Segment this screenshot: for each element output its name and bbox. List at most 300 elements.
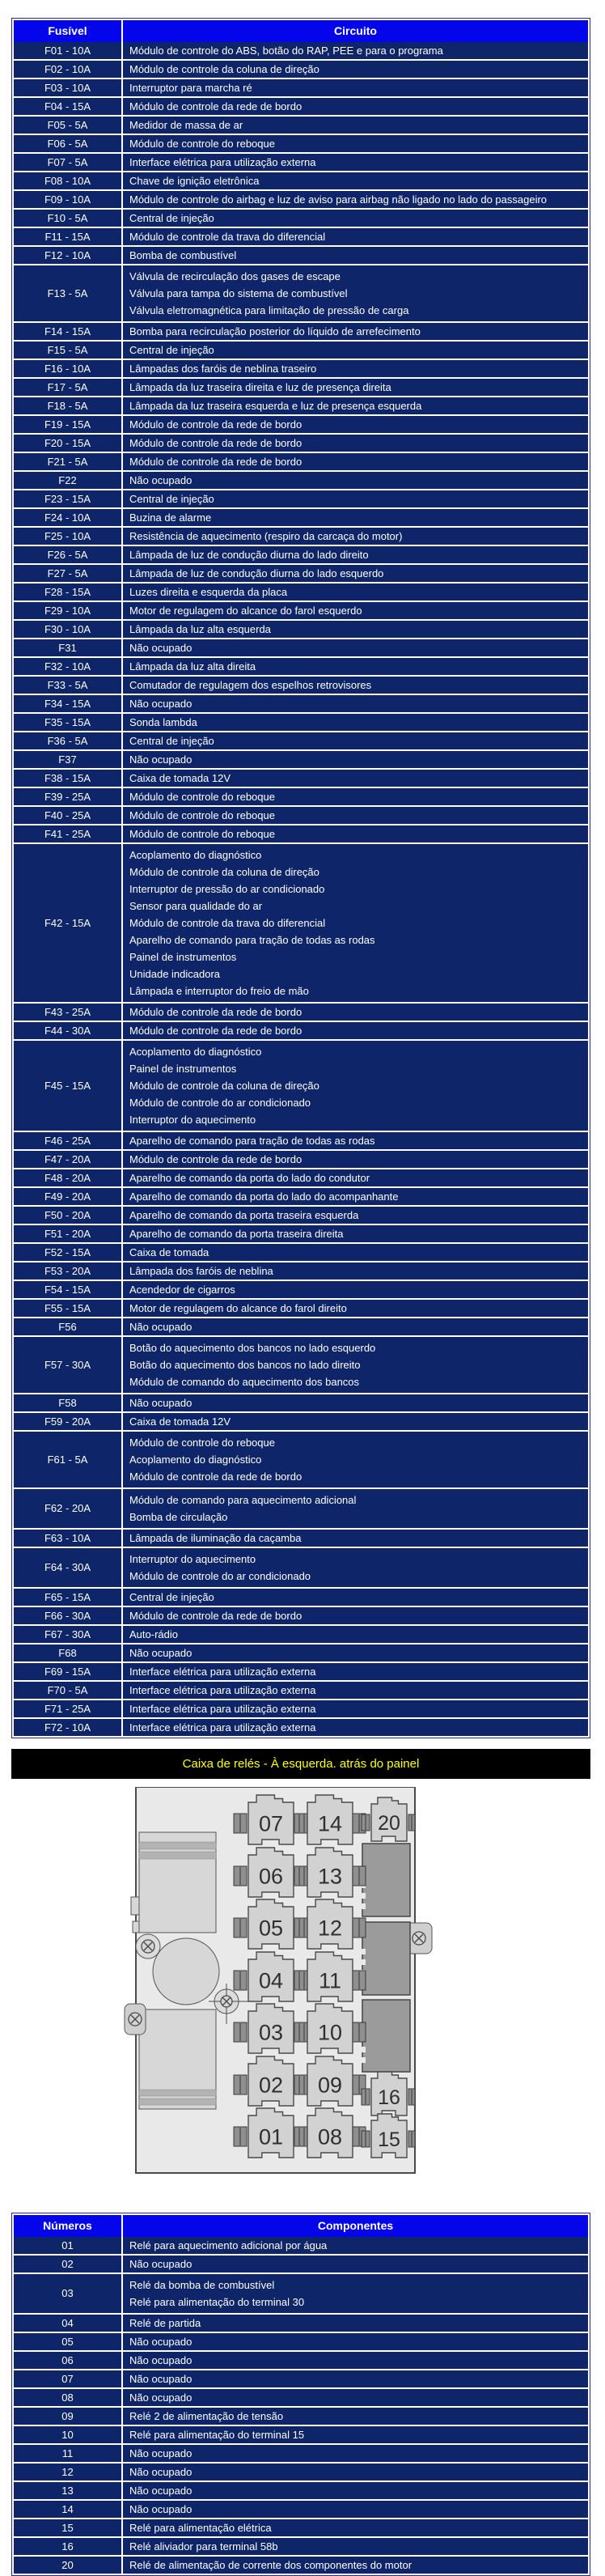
- fuse-id: F27 - 5A: [14, 565, 121, 582]
- fuse-row: [14, 79, 588, 96]
- fuse-row: [14, 247, 588, 264]
- relay-id: 13: [14, 2482, 121, 2499]
- relay-description: [123, 2426, 588, 2443]
- fuse-description-line: Bomba de combustível: [129, 249, 237, 261]
- fuse-row: [14, 770, 588, 787]
- fuse-id: F24 - 10A: [14, 509, 121, 526]
- fuse-description-line: Caixa de tomada 12V: [129, 1415, 231, 1428]
- relay-slot-11: [307, 1952, 353, 2001]
- fuse-description-line: Aparelho de comando da porta traseira esquerda: [129, 1209, 359, 1221]
- screw-icon: [142, 1940, 154, 1953]
- fuse-description: [123, 135, 588, 152]
- fuse-id: F42 - 15A: [14, 844, 121, 1002]
- fuse-row: [14, 658, 588, 675]
- fuse-id: F56: [14, 1318, 121, 1335]
- fuse-id: F44 - 30A: [14, 1022, 121, 1039]
- relay-slot-06: [248, 1848, 294, 1897]
- fuse-description-line: Não ocupado: [129, 474, 192, 486]
- fuse-row: [14, 1022, 588, 1039]
- fuse-row: [14, 61, 588, 78]
- fuse-id: F49 - 20A: [14, 1188, 121, 1205]
- fuse-description: [123, 228, 588, 245]
- relay-slot-10: [307, 2004, 353, 2053]
- relay-id: 12: [14, 2464, 121, 2481]
- relay-slot-09: [307, 2056, 353, 2106]
- fuse-description-line: Medidor de massa de ar: [129, 119, 243, 131]
- svg-text:08: 08: [317, 2124, 343, 2149]
- relay-description: [123, 2501, 588, 2518]
- fuse-description: [123, 602, 588, 619]
- fuse-id: F69 - 15A: [14, 1663, 121, 1680]
- fuse-description: [123, 1432, 588, 1487]
- fuse-description-line: Módulo de controle do reboque: [129, 828, 275, 840]
- relay-description: [123, 2315, 588, 2332]
- fuse-description-line: Módulo de controle do ar condicionado: [129, 1570, 311, 1582]
- fuse-description-line: Central de injeção: [129, 493, 214, 505]
- fuse-description: [123, 788, 588, 805]
- relay-id: 15: [14, 2519, 121, 2536]
- fuse-description: [123, 528, 588, 545]
- relay-row: [14, 2557, 588, 2574]
- fuse-row: [14, 695, 588, 712]
- fuse-id: F47 - 20A: [14, 1151, 121, 1168]
- fuse-description-line: Módulo de controle da rede de bordo: [129, 100, 302, 112]
- svg-text:02: 02: [258, 2073, 284, 2098]
- relay-slot-03: [248, 2004, 294, 2053]
- relay-row: [14, 2333, 588, 2350]
- fuse-id: F55 - 15A: [14, 1300, 121, 1317]
- svg-text:07: 07: [258, 1811, 284, 1836]
- fuse-row: [14, 1663, 588, 1680]
- fuse-description: [123, 342, 588, 359]
- fuse-row: [14, 732, 588, 749]
- relay-slot-16: [371, 2072, 407, 2116]
- fuse-description-line: Aparelho de comando para tração de todas as rodas: [129, 934, 375, 946]
- fuse-id: F68: [14, 1644, 121, 1661]
- relay-id: 06: [14, 2352, 121, 2369]
- fuse-description: [123, 453, 588, 470]
- fuse-row: [14, 1004, 588, 1021]
- fuse-description-line: Central de injeção: [129, 344, 214, 356]
- fuse-id: F38 - 15A: [14, 770, 121, 787]
- relay-id: 16: [14, 2538, 121, 2555]
- relay-table: [11, 2213, 590, 2576]
- fuse-description: [123, 247, 588, 264]
- relay-slot-05: [248, 1899, 294, 1949]
- fuse-row: [14, 42, 588, 59]
- relay-table-body: [14, 2237, 588, 2574]
- relay-row: [14, 2389, 588, 2406]
- fuse-description: [123, 117, 588, 134]
- fuse-description: [123, 1644, 588, 1661]
- fuse-id: F53 - 20A: [14, 1263, 121, 1280]
- fuse-description: [123, 379, 588, 396]
- relay-box-banner: [11, 1749, 590, 1779]
- fuse-description: [123, 210, 588, 227]
- fuse-row: [14, 1151, 588, 1168]
- fuse-id: F16 - 10A: [14, 360, 121, 377]
- fuse-row: [14, 825, 588, 842]
- fuse-id: F43 - 25A: [14, 1004, 121, 1021]
- fuse-row: [14, 117, 588, 134]
- svg-text:15: 15: [378, 2128, 400, 2151]
- relay-row: [14, 2370, 588, 2387]
- fuse-id: F17 - 5A: [14, 379, 121, 396]
- fuse-description-line: Resistência de aquecimento (respiro da carcaça do motor): [129, 530, 403, 542]
- screw-icon: [412, 1932, 425, 1945]
- relay-description: [123, 2519, 588, 2536]
- relay-description-line: Relé de partida: [129, 2317, 201, 2329]
- relay-row: [14, 2445, 588, 2462]
- relay-description-line: Relé 2 de alimentação de tensão: [129, 2410, 284, 2422]
- relay-box-banner-title: Caixa de relés - À esquerda. atrás do painel: [182, 1757, 420, 1771]
- fuse-id: F30 - 10A: [14, 621, 121, 638]
- fuse-description-line: Módulo de controle da rede de bordo: [129, 1610, 302, 1622]
- fuse-description: [123, 191, 588, 208]
- fuse-description-line: Central de injeção: [129, 1591, 214, 1603]
- fuse-id: F67 - 30A: [14, 1626, 121, 1643]
- fuse-description: [123, 1022, 588, 1039]
- fuse-description-line: Não ocupado: [129, 1321, 192, 1333]
- fuse-row: [14, 265, 588, 321]
- fuse-description: [123, 1530, 588, 1547]
- fuse-description-line: Painel de instrumentos: [129, 951, 237, 963]
- relay-description-line: Não ocupado: [129, 2503, 192, 2515]
- fuse-row: [14, 1300, 588, 1317]
- fuse-description-line: Módulo de controle do reboque: [129, 138, 275, 150]
- fuse-id: F02 - 10A: [14, 61, 121, 78]
- relay-description: [123, 2538, 588, 2555]
- fuse-description-line: Módulo de controle da rede de bordo: [129, 1470, 302, 1483]
- fuse-description-line: Lâmpada da luz alta direita: [129, 660, 256, 673]
- fuse-table-header: [14, 20, 588, 42]
- fuse-description: [123, 1263, 588, 1280]
- relay-description-line: Não ocupado: [129, 2258, 192, 2270]
- fuse-description: [123, 1188, 588, 1205]
- fuse-row: [14, 135, 588, 152]
- fuse-description-line: Módulo de comando para aquecimento adicional: [129, 1494, 357, 1506]
- fuse-description: [123, 1682, 588, 1699]
- fuse-description: [123, 1663, 588, 1680]
- fuse-row: [14, 1244, 588, 1261]
- fuse-description-line: Interruptor do aquecimento: [129, 1553, 256, 1565]
- fuse-row: [14, 1489, 588, 1528]
- relay-row: [14, 2274, 588, 2313]
- fuse-id: F07 - 5A: [14, 154, 121, 171]
- fuse-description: [123, 1169, 588, 1186]
- fuse-description-line: Buzina de alarme: [129, 511, 212, 524]
- relay-description: [123, 2370, 588, 2387]
- fuse-description-line: Interface elétrica para utilização externa: [129, 1721, 316, 1734]
- relay-row: [14, 2352, 588, 2369]
- relay-row: [14, 2237, 588, 2254]
- fuse-description: [123, 172, 588, 189]
- relay-slot-07: [248, 1795, 294, 1844]
- fuse-description-line: Acoplamento do diagnóstico: [129, 1454, 262, 1466]
- fuse-id: F14 - 15A: [14, 323, 121, 340]
- fuse-row: [14, 714, 588, 731]
- relay-row: [14, 2501, 588, 2518]
- relay-id: 03: [14, 2274, 121, 2313]
- relay-description: [123, 2333, 588, 2350]
- fuse-description-line: Aparelho de comando para tração de todas as rodas: [129, 1135, 375, 1147]
- fuse-description-line: Interruptor do aquecimento: [129, 1114, 256, 1126]
- relay-description-line: Relé para alimentação do terminal 30: [129, 2296, 305, 2308]
- relay-slot-20: [371, 1797, 407, 1841]
- fuse-description-line: Bomba de circulação: [129, 1511, 228, 1523]
- fuse-description-line: Módulo de comando do aquecimento dos bancos: [129, 1376, 360, 1388]
- fuse-id: F29 - 10A: [14, 602, 121, 619]
- fuse-description: [123, 1207, 588, 1224]
- fuse-description-line: Módulo de controle do reboque: [129, 1437, 275, 1449]
- fuse-description: [123, 770, 588, 787]
- fuse-description-line: Lâmpada de luz de condução diurna do lado esquerdo: [129, 567, 384, 579]
- fuse-row: [14, 172, 588, 189]
- fuse-id: F36 - 5A: [14, 732, 121, 749]
- svg-text:13: 13: [317, 1864, 343, 1889]
- fuse-id: F46 - 25A: [14, 1132, 121, 1149]
- fuse-description-line: Interruptor de pressão do ar condicionado: [129, 883, 325, 895]
- fuse-row: [14, 360, 588, 377]
- connector-block: [362, 2000, 410, 2072]
- fuse-id: F61 - 5A: [14, 1432, 121, 1487]
- fuse-description-line: Não ocupado: [129, 698, 192, 710]
- fuse-id: F45 - 15A: [14, 1041, 121, 1131]
- fuse-description-line: Aparelho de comando da porta do lado do condutor: [129, 1172, 370, 1184]
- fuse-description-line: Lâmpada da luz alta esquerda: [129, 623, 271, 635]
- fuse-description-line: Unidade indicadora: [129, 968, 221, 980]
- fuse-id: F09 - 10A: [14, 191, 121, 208]
- relay-description-line: Não ocupado: [129, 2391, 192, 2404]
- connector-block: [362, 1844, 410, 1916]
- fuse-description-line: Não ocupado: [129, 642, 192, 654]
- fuse-description-line: Caixa de tomada: [129, 1246, 209, 1258]
- fuse-description: [123, 1281, 588, 1298]
- fuse-description-line: Motor de regulagem do alcance do farol direito: [129, 1302, 347, 1314]
- fuse-description-line: Motor de regulagem do alcance do farol esquerdo: [129, 605, 362, 617]
- fuse-description: [123, 509, 588, 526]
- fuse-description-line: Módulo de controle do ABS, botão do RAP, PEE e para o programa: [129, 45, 443, 57]
- relay-id: 07: [14, 2370, 121, 2387]
- fuse-id: F28 - 15A: [14, 584, 121, 601]
- fuse-row: [14, 1682, 588, 1699]
- fuse-description-line: Sonda lambda: [129, 716, 197, 728]
- fuse-row: [14, 1318, 588, 1335]
- fuse-description: [123, 1300, 588, 1317]
- fuse-row: [14, 191, 588, 208]
- relay-id: 08: [14, 2389, 121, 2406]
- fuse-description-line: Interface elétrica para utilização externa: [129, 156, 316, 168]
- fuse-id: F64 - 30A: [14, 1548, 121, 1587]
- fuse-row: [14, 528, 588, 545]
- fuse-description: [123, 1337, 588, 1393]
- relay-description-line: Relé para alimentação do terminal 15: [129, 2429, 305, 2441]
- relay-id: 02: [14, 2256, 121, 2273]
- fuse-row: [14, 453, 588, 470]
- fuse-row: [14, 379, 588, 396]
- relay-description-line: Relé da bomba de combustível: [129, 2279, 275, 2291]
- fuse-description: [123, 1719, 588, 1736]
- fuse-description-line: Acendedor de cigarros: [129, 1284, 235, 1296]
- fuse-description-line: Botão do aquecimento dos bancos no lado esquerdo: [129, 1342, 376, 1354]
- fuse-id: F52 - 15A: [14, 1244, 121, 1261]
- fuse-row: [14, 1548, 588, 1587]
- relay-row: [14, 2538, 588, 2555]
- relay-description: [123, 2274, 588, 2313]
- fuse-row: [14, 1394, 588, 1411]
- relay-description-line: Relé para aquecimento adicional por água: [129, 2239, 328, 2251]
- svg-text:12: 12: [317, 1916, 343, 1941]
- fuse-description: [123, 42, 588, 59]
- fuse-description: [123, 490, 588, 507]
- screw-icon: [129, 2013, 142, 2026]
- svg-text:03: 03: [258, 2020, 284, 2045]
- relay-description-line: Relé para alimentação elétrica: [129, 2522, 272, 2534]
- relay-id: 01: [14, 2237, 121, 2254]
- relay-slot-01: [248, 2108, 294, 2158]
- fuse-description-line: Caixa de tomada 12V: [129, 772, 231, 784]
- fuse-id: F50 - 20A: [14, 1207, 121, 1224]
- fuse-id: F62 - 20A: [14, 1489, 121, 1528]
- fuse-description-line: Central de injeção: [129, 735, 214, 747]
- svg-text:20: 20: [378, 1812, 400, 1835]
- fuse-description: [123, 61, 588, 78]
- fuse-description-line: Lâmpada de iluminação da caçamba: [129, 1532, 302, 1544]
- fuse-row: [14, 621, 588, 638]
- relay-description-line: Não ocupado: [129, 2447, 192, 2459]
- fuse-description-line: Interface elétrica para utilização externa: [129, 1703, 316, 1715]
- fuse-description-line: Módulo de controle da rede de bordo: [129, 456, 302, 468]
- relay-description: [123, 2482, 588, 2499]
- relay-description: [123, 2464, 588, 2481]
- relay-description: [123, 2389, 588, 2406]
- fuse-description: [123, 546, 588, 563]
- fuse-table-body: [14, 42, 588, 1736]
- fuse-description: [123, 565, 588, 582]
- fuse-id: F06 - 5A: [14, 135, 121, 152]
- fuse-id: F12 - 10A: [14, 247, 121, 264]
- fuse-row: [14, 1700, 588, 1717]
- fuse-description: [123, 825, 588, 842]
- fuse-description: [123, 1132, 588, 1149]
- fuse-id: F32 - 10A: [14, 658, 121, 675]
- fuse-id: F65 - 15A: [14, 1589, 121, 1606]
- relay-description: [123, 2408, 588, 2425]
- fuse-row: [14, 1132, 588, 1149]
- fuse-description: [123, 265, 588, 321]
- fuse-row: [14, 509, 588, 526]
- fuse-row: [14, 639, 588, 656]
- fuse-id: F70 - 5A: [14, 1682, 121, 1699]
- fuse-description: [123, 1318, 588, 1335]
- fuse-description-line: Aparelho de comando da porta do lado do acompanhante: [129, 1190, 399, 1203]
- fuse-id: F66 - 30A: [14, 1607, 121, 1624]
- relay-description-line: Não ocupado: [129, 2354, 192, 2366]
- left-edge-tab: [133, 1921, 139, 1933]
- fuse-description: [123, 1548, 588, 1587]
- fuse-id: F33 - 5A: [14, 677, 121, 694]
- relay-table-header: [14, 2215, 588, 2237]
- fuse-description: [123, 1225, 588, 1242]
- svg-text:01: 01: [258, 2124, 284, 2149]
- fuse-description: [123, 154, 588, 171]
- fuse-description: [123, 714, 588, 731]
- fuse-row: [14, 546, 588, 563]
- fuse-row: [14, 788, 588, 805]
- relay-row: [14, 2408, 588, 2425]
- fuse-description: [123, 416, 588, 433]
- fuse-description: [123, 1607, 588, 1624]
- fuse-row: [14, 807, 588, 824]
- relay-row: [14, 2315, 588, 2332]
- fuse-description: [123, 1413, 588, 1430]
- fuse-id: F03 - 10A: [14, 79, 121, 96]
- fuse-description-line: Módulo de controle da rede de bordo: [129, 1153, 302, 1165]
- fuse-row: [14, 1626, 588, 1643]
- fuse-description: [123, 79, 588, 96]
- fuse-description-line: Lâmpada da luz traseira esquerda e luz de presença esquerda: [129, 400, 422, 412]
- svg-text:09: 09: [317, 2073, 343, 2098]
- fuse-id: F15 - 5A: [14, 342, 121, 359]
- fuse-description-line: Não ocupado: [129, 1397, 192, 1409]
- fuse-description-line: Luzes direita e esquerda da placa: [129, 586, 288, 598]
- svg-text:10: 10: [317, 2020, 343, 2045]
- fuse-description-line: Módulo de controle do airbag e luz de aviso para airbag não ligado no lado do passageiro: [129, 193, 548, 206]
- fuse-description-line: Módulo de controle da trava do diferencial: [129, 231, 326, 243]
- fuse-id: F04 - 15A: [14, 98, 121, 115]
- relay-id: 05: [14, 2333, 121, 2350]
- fuse-id: F20 - 15A: [14, 435, 121, 452]
- relay-description-line: Não ocupado: [129, 2373, 192, 2385]
- fuse-table-header-circuit: Circuito: [123, 20, 588, 42]
- fuse-description: [123, 1151, 588, 1168]
- svg-text:11: 11: [318, 1968, 342, 1993]
- fuse-description-line: Não ocupado: [129, 1647, 192, 1659]
- fuse-description-line: Módulo de controle do reboque: [129, 791, 275, 803]
- fuse-description-line: Lâmpada de luz de condução diurna do lado direito: [129, 549, 369, 561]
- svg-text:14: 14: [317, 1811, 343, 1836]
- relay-row: [14, 2464, 588, 2481]
- relay-description-line: Não ocupado: [129, 2485, 192, 2497]
- fuse-row: [14, 1188, 588, 1205]
- fuse-id: F63 - 10A: [14, 1530, 121, 1547]
- fuse-description: [123, 677, 588, 694]
- fuse-description-line: Módulo de controle da rede de bordo: [129, 1025, 302, 1037]
- fuse-id: F37: [14, 751, 121, 768]
- fuse-id: F48 - 20A: [14, 1169, 121, 1186]
- relay-description-line: Relé aliviador para terminal 58b: [129, 2540, 278, 2553]
- relay-row: [14, 2256, 588, 2273]
- fuse-description-line: Módulo de controle do ar condicionado: [129, 1097, 311, 1109]
- relay-id: 14: [14, 2501, 121, 2518]
- fuse-row: [14, 1281, 588, 1298]
- fuse-description: [123, 1589, 588, 1606]
- fuse-id: F19 - 15A: [14, 416, 121, 433]
- fuse-row: [14, 1530, 588, 1547]
- fuse-id: F72 - 10A: [14, 1719, 121, 1736]
- fuse-row: [14, 1169, 588, 1186]
- left-module-top: [139, 1832, 216, 1933]
- fuse-row: [14, 1413, 588, 1430]
- fuse-id: F11 - 15A: [14, 228, 121, 245]
- fuse-id: F10 - 5A: [14, 210, 121, 227]
- fuse-description-line: Lâmpada dos faróis de neblina: [129, 1265, 273, 1277]
- fuse-description-line: Módulo de controle do reboque: [129, 809, 275, 821]
- relay-row: [14, 2482, 588, 2499]
- fuse-id: F35 - 15A: [14, 714, 121, 731]
- fuse-table-header-fuse: Fusível: [14, 20, 121, 42]
- fuse-description: [123, 695, 588, 712]
